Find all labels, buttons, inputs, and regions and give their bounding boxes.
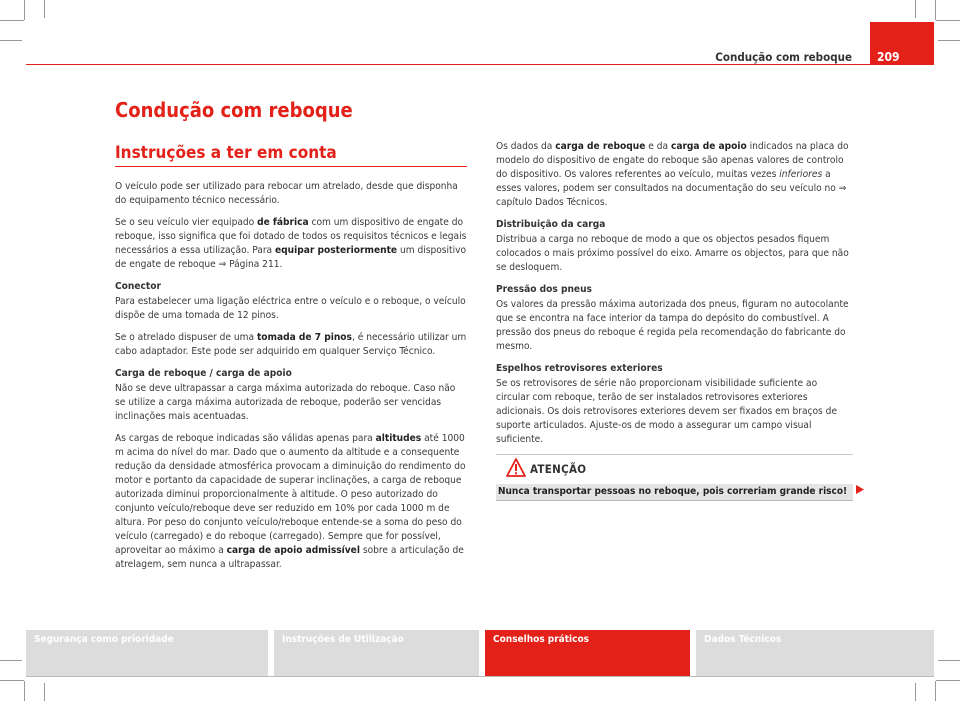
footer-tab-label: Dados Técnicos: [704, 634, 782, 645]
text-run: indicados na placa do modelo do dispositivo de engate do reboque são apenas valores de controlo do dispositivo. Os valores referentes ao veículo, muitas vezes: [496, 141, 849, 180]
text-run: um dispositivo de engate de reboque ⇒ Página 211.: [115, 245, 467, 270]
crop-mark: [936, 680, 960, 681]
bold-term: carga de reboque: [555, 141, 646, 152]
chapter-title: Condução com reboque: [115, 98, 353, 122]
crop-mark: [938, 40, 960, 41]
warning-top-rule: [496, 454, 853, 455]
running-header-title: Condução com reboque: [715, 50, 852, 64]
paragraph: Não se deve ultrapassar a carga máxima autorizada do reboque. Caso não se utilize a carga máxima autorizada de reboque, poderão ser vencidas inclinações mais acentuadas.: [115, 383, 456, 422]
paragraph: Os valores da pressão máxima autorizada dos pneus, figuram no autocolante que se encontra na face interior da tampa do depósito do combustível. A pressão dos pneus do reboque é regida pela recomendação do fabricante do mesmo.: [496, 299, 849, 352]
left-column: [115, 180, 467, 580]
paragraph: O veículo pode ser utilizado para rebocar um atrelado, desde que disponha do equipamento técnico necessário.: [115, 181, 458, 206]
section-title: Instruções a ter em conta: [115, 143, 337, 163]
bold-term: carga de apoio: [670, 141, 747, 152]
warning-box: [496, 454, 853, 501]
subheading-distribution: Distribuição da carga: [496, 219, 606, 230]
bold-term: tomada de 7 pinos: [256, 332, 352, 343]
crop-mark: [24, 681, 25, 701]
paragraph: [115, 331, 467, 359]
footer-bottom-rule: [26, 676, 934, 677]
section-rule: [115, 166, 467, 167]
subheading-tyre-pressure: Pressão dos pneus: [496, 284, 592, 295]
text-run: a esses valores, podem ser consultados na documentação do seu veículo no ⇒ capítulo Dados Técnicos.: [496, 169, 847, 208]
text-run: com um dispositivo de engate do reboque, isso significa que foi dotado de todos os requisitos técnicos e legais necessários a essa utilização. Para: [115, 217, 467, 256]
crop-mark: [0, 680, 24, 681]
bold-term: equipar posteriormente: [275, 245, 398, 256]
text-run: Se o seu veículo vier equipado: [115, 217, 258, 228]
bold-term: carga de apoio admissível: [226, 545, 360, 556]
crop-mark: [0, 660, 22, 661]
paragraph: [115, 216, 467, 272]
right-column: [496, 140, 853, 455]
text-run: , é necessário utilizar um cabo adaptador. Este pode ser adquirido em qualquer Serviço Técnico.: [115, 332, 467, 357]
crop-mark: [0, 20, 24, 21]
footer-tab-practical-tips[interactable]: [485, 630, 690, 676]
warning-bottom-rule: [496, 500, 853, 501]
text-run: As cargas de reboque indicadas são válidas apenas para: [115, 433, 376, 444]
text-run: Os dados da: [496, 141, 556, 152]
crop-mark: [44, 683, 45, 701]
footer-tab-technical-data[interactable]: [696, 630, 934, 676]
text-run: e da: [645, 141, 671, 152]
header-rule: [26, 64, 934, 65]
warning-label: ATENÇÃO: [530, 462, 587, 476]
paragraph: [496, 140, 853, 210]
crop-mark: [935, 0, 936, 20]
subheading-load: Carga de reboque / carga de apoio: [115, 368, 292, 379]
page-number: 209: [877, 50, 900, 64]
crop-mark: [935, 681, 936, 701]
crop-mark: [938, 660, 960, 661]
paragraph: Distribua a carga no reboque de modo a que os objectos pesados fiquem colocados o mais próximo possível do eixo. Amarre os objectos, para que não se desloquem.: [496, 234, 849, 273]
subheading-connector: Conector: [115, 281, 161, 292]
footer-tab-label: Conselhos práticos: [493, 634, 590, 645]
italic-term: inferiores: [779, 169, 823, 180]
warning-text: Nunca transportar pessoas no reboque, pois correriam grande risco!: [498, 486, 848, 497]
triangle-right-icon: [856, 485, 864, 494]
footer-tab-safety[interactable]: [26, 630, 268, 676]
bold-term: altitudes: [375, 433, 422, 444]
paragraph: Se os retrovisores de série não proporcionam visibilidade suficiente ao circular com reboque, terão de ser instalados retrovisores exteriores adicionais. Os dois retrovisores exteriores devem ser fixados em braços de suporte articulados. Ajuste-os de modo a assegurar um campo visual suficiente.: [496, 378, 838, 445]
crop-mark: [915, 683, 916, 701]
footer-tab-label: Instruções de Utilização: [282, 634, 404, 645]
crop-mark: [936, 20, 960, 21]
crop-mark: [0, 40, 22, 41]
crop-mark: [915, 0, 916, 18]
bold-term: de fábrica: [257, 217, 309, 228]
crop-mark: [24, 0, 25, 20]
text-run: até 1000 m acima do nível do mar. Dado que o aumento da altitude e a consequente redução da densidade atmosférica provocam a diminuição do rendimento do motor e portanto da capacidade de superar inclinações, a carga de reboque autorizada diminui proporcionalmente à altitude. O peso autorizado do conjunto veículo/reboque deve ser reduzido em 10% por cada 1000 m de altura. Por peso do conjunto veículo/reboque entende-se a soma do peso do veículo (carregado) e do reboque (carregado). Sempre que for possível, aproveitar ao máximo a: [115, 433, 466, 556]
warning-triangle-icon: [506, 458, 526, 477]
paragraph: Para estabelecer uma ligação eléctrica entre o veículo e o reboque, o veículo dispõe de uma tomada de 12 pinos.: [115, 296, 466, 321]
text-run: Se o atrelado dispuser de uma: [115, 332, 257, 343]
paragraph: [115, 432, 467, 572]
footer-tab-instructions[interactable]: [274, 630, 479, 676]
text-run: sobre a articulação de atrelagem, sem nunca a ultrapassar.: [115, 545, 464, 570]
subheading-mirrors: Espelhos retrovisores exteriores: [496, 363, 663, 374]
footer-tab-label: Segurança como prioridade: [34, 634, 174, 645]
crop-mark: [44, 0, 45, 18]
